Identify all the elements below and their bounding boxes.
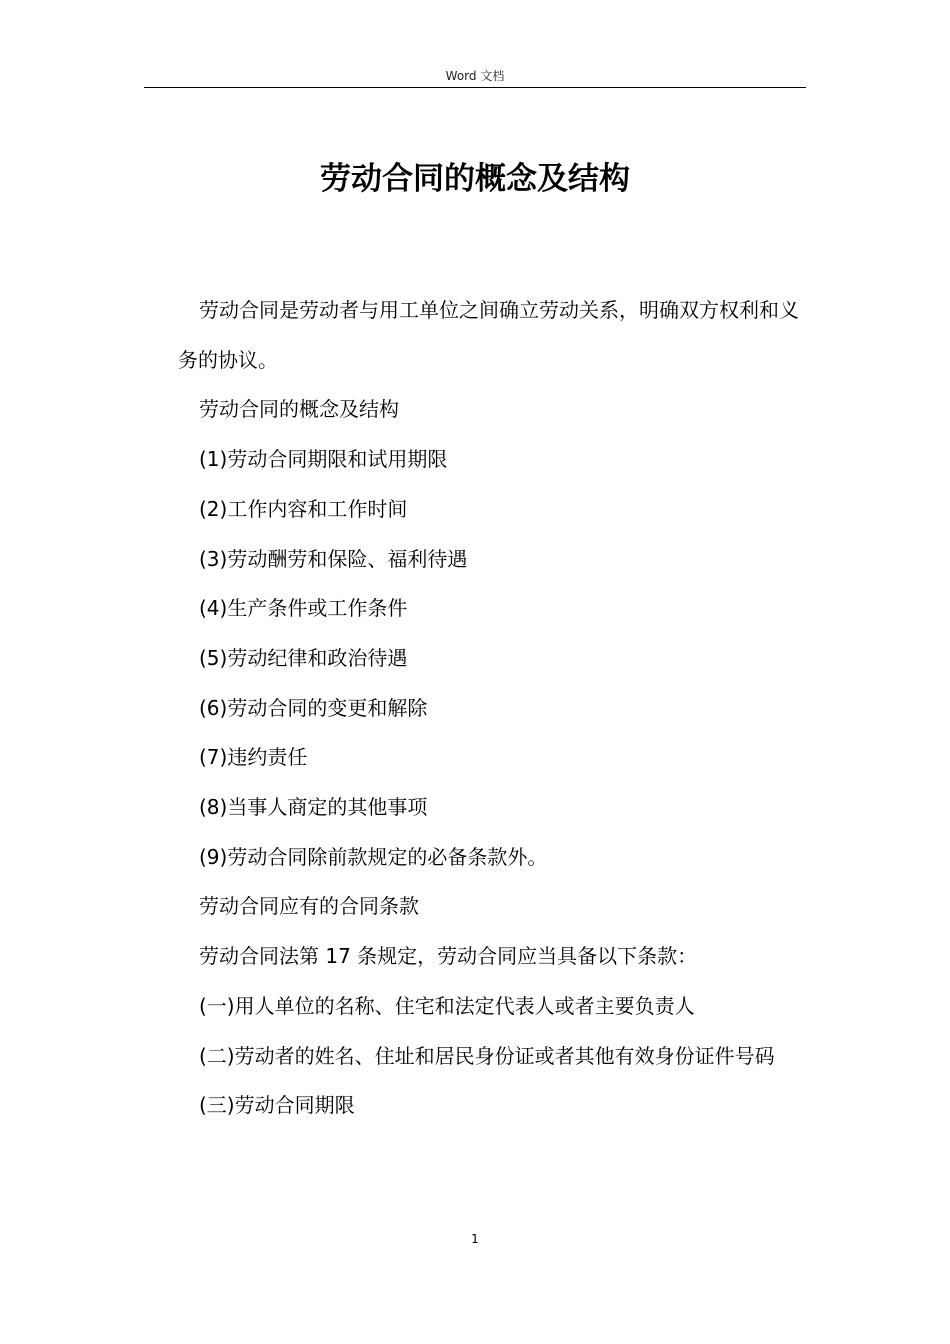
list-item: (4)生产条件或工作条件: [199, 596, 408, 621]
paragraph: 劳动合同是劳动者与用工单位之间确立劳动关系，明确双方权利和义务的协议。: [178, 298, 799, 372]
list-item: (一)用人单位的名称、住宅和法定代表人或者主要负责人: [199, 993, 695, 1018]
paragraph: 劳动合同法第 17 条规定，劳动合同应当具备以下条款：: [199, 944, 698, 969]
page-header: Word 文档: [445, 69, 505, 83]
paragraph: 劳动合同应有的合同条款: [199, 894, 419, 919]
document-body: [178, 286, 804, 1131]
page-number: 1: [471, 1232, 479, 1246]
list-item: (9)劳动合同除前款规定的必备条款外。: [199, 844, 548, 869]
list-item: (三)劳动合同期限: [199, 1093, 355, 1118]
list-item: (6)劳动合同的变更和解除: [199, 695, 428, 720]
header-divider: [144, 87, 806, 88]
list-item: (5)劳动纪律和政治待遇: [199, 645, 408, 670]
list-item: (3)劳动酬劳和保险、福利待遇: [199, 546, 468, 571]
list-item: (8)当事人商定的其他事项: [199, 795, 428, 820]
paragraph: 劳动合同的概念及结构: [199, 397, 399, 422]
list-item: (二)劳动者的姓名、住址和居民身份证或者其他有效身份证件号码: [199, 1043, 775, 1068]
document-title: 劳动合同的概念及结构: [320, 161, 630, 197]
list-item: (1)劳动合同期限和试用期限: [199, 447, 448, 472]
list-item: (7)违约责任: [199, 745, 308, 770]
list-item: (2)工作内容和工作时间: [199, 496, 408, 521]
